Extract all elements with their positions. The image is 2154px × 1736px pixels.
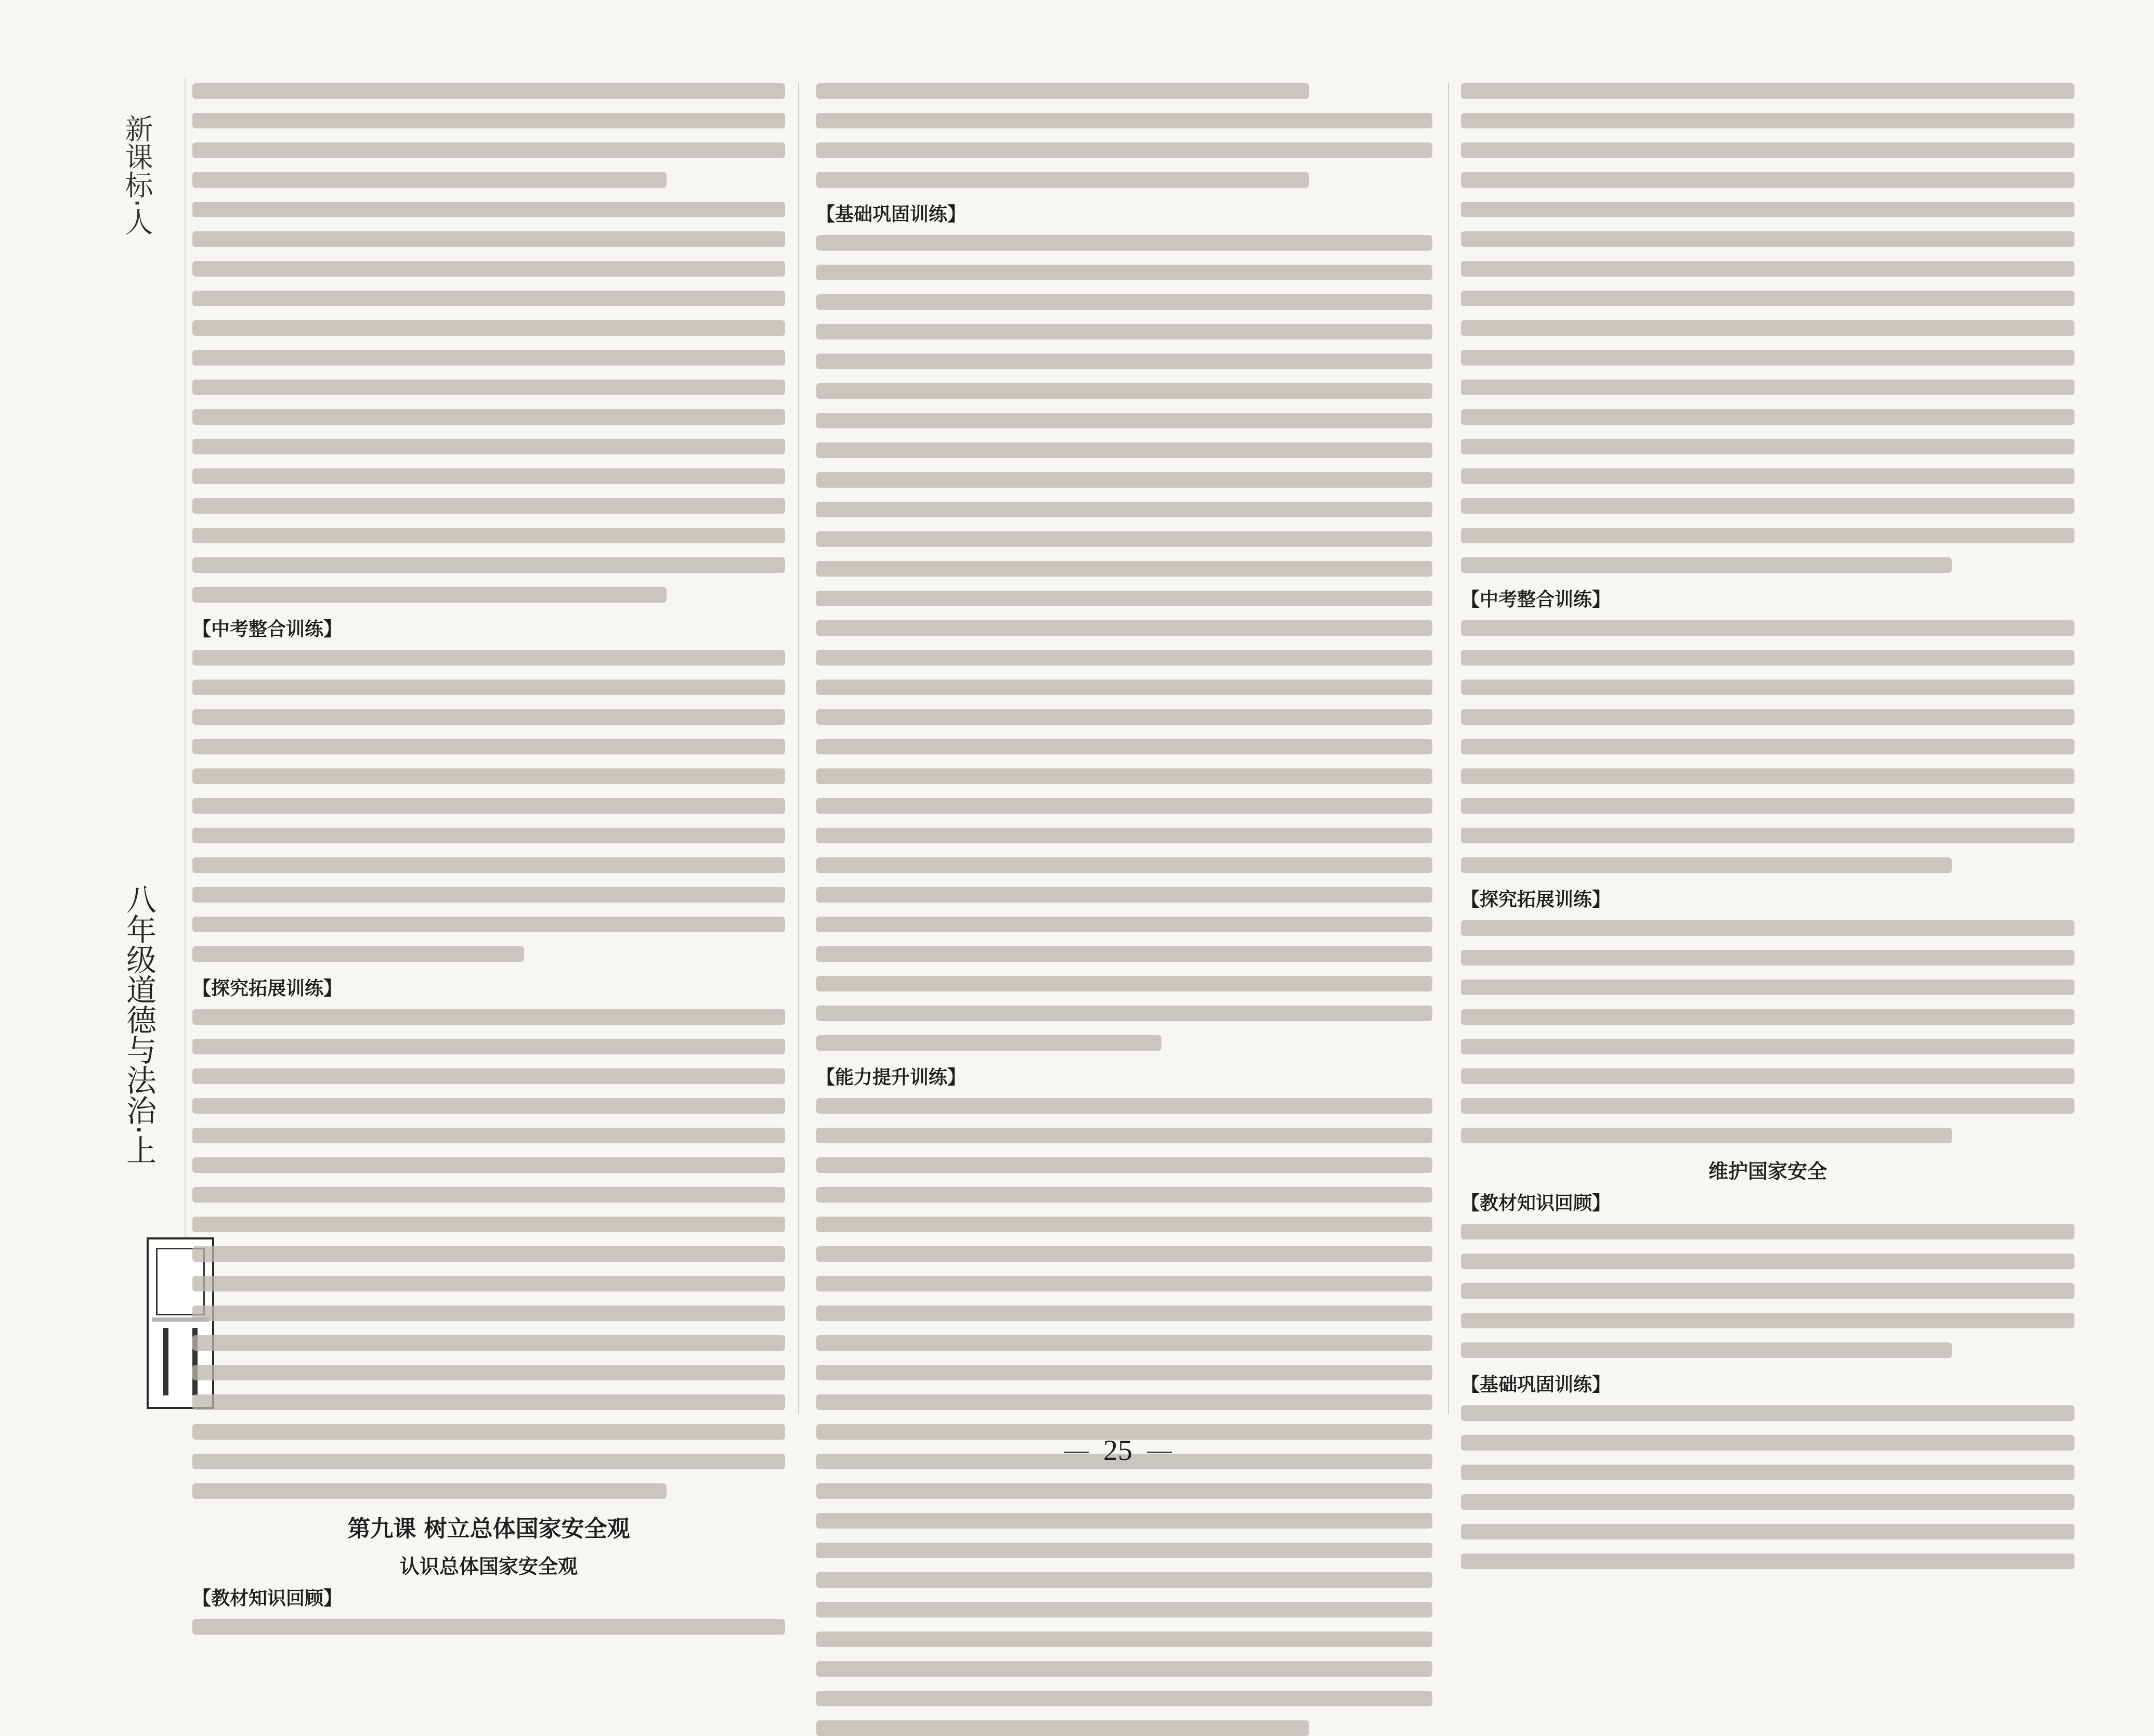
book-spine xyxy=(107,78,186,1409)
answer-text-block xyxy=(192,83,785,603)
answer-text-block xyxy=(192,1619,785,1635)
answer-text-block xyxy=(192,650,785,962)
section-heading: 【中考整合训练】 xyxy=(1461,589,1611,610)
lesson-subtitle: 认识总体国家安全观 xyxy=(399,1555,578,1578)
answer-text-block xyxy=(816,235,1432,1051)
page-number: 25 xyxy=(1050,1434,1185,1467)
lesson-subtitle: 维护国家安全 xyxy=(1708,1160,1827,1183)
answer-column-1 xyxy=(192,83,785,1609)
answer-text-block xyxy=(816,83,1432,188)
answer-text-block xyxy=(816,1098,1432,1736)
answer-text-block xyxy=(1461,83,2074,573)
answer-text-block xyxy=(1461,920,2074,1143)
answer-text-block xyxy=(1461,1224,2074,1358)
book-title: 八年级道德与法治·上 xyxy=(121,884,156,1165)
section-heading: 【基础巩固训练】 xyxy=(816,204,967,225)
section-heading: 【基础巩固训练】 xyxy=(1461,1374,1611,1395)
answer-column-2 xyxy=(816,83,1432,1414)
section-heading: 【探究拓展训练】 xyxy=(1461,889,1611,910)
section-heading: 【探究拓展训练】 xyxy=(192,978,343,999)
section-heading: 【能力提升训练】 xyxy=(816,1067,967,1088)
section-heading: 【教材知识回顾】 xyxy=(192,1588,343,1609)
answer-text-block xyxy=(1461,1405,2074,1569)
answer-column-3 xyxy=(1461,83,2074,1414)
section-heading: 【中考整合训练】 xyxy=(192,619,343,640)
answer-text-block xyxy=(1461,620,2074,873)
section-heading: 【教材知识回顾】 xyxy=(1461,1193,1611,1214)
answer-text-block xyxy=(192,1009,785,1499)
column-divider xyxy=(798,83,799,1414)
series-label: 新课标·人 xyxy=(121,114,153,236)
column-divider xyxy=(1448,83,1449,1414)
lesson-title: 第九课 树立总体国家安全观 xyxy=(347,1516,630,1542)
